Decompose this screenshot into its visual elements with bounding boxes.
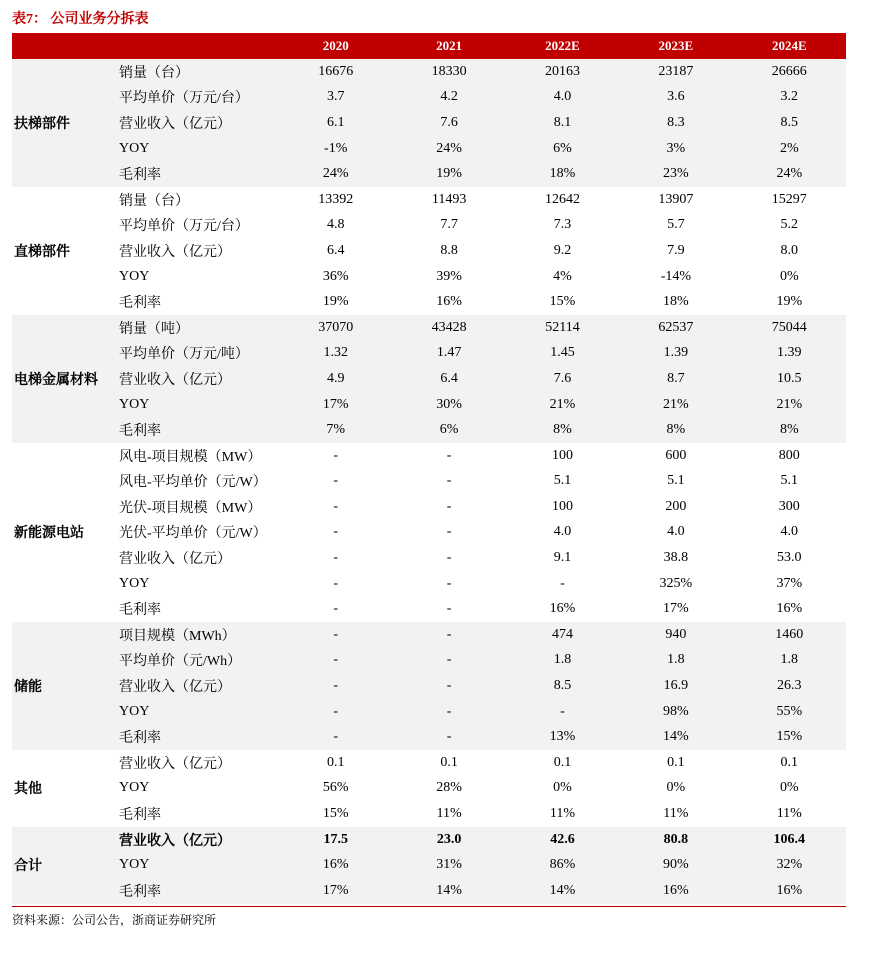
table-row	[12, 213, 846, 239]
value-cell: -	[333, 447, 339, 463]
value-cell: 0.1	[780, 754, 799, 770]
value-cell: 8%	[733, 417, 846, 443]
value-cell: 4.2	[392, 85, 505, 111]
value-cell: 43428	[392, 315, 505, 341]
value-cell: 3.2	[733, 85, 846, 111]
metric-label: 营业收入（亿元）	[119, 552, 231, 568]
table-row	[12, 596, 846, 622]
value-cell: 5.1	[553, 473, 572, 489]
metric-label: 营业收入（亿元）	[115, 827, 279, 853]
group-section	[12, 622, 846, 750]
value-cell: 0%	[779, 268, 799, 284]
header-blank-group	[12, 33, 115, 59]
value-cell: 24%	[279, 161, 392, 187]
metric-label: 毛利率	[119, 296, 161, 312]
table-row	[12, 622, 846, 648]
value-cell: 6%	[392, 417, 505, 443]
value-cell: -	[279, 673, 392, 699]
value-cell: -	[446, 473, 452, 489]
source-note: 资料来源：公司公告，浙商证券研究所	[12, 913, 217, 927]
metric-label: 营业收入（亿元）	[115, 673, 279, 699]
value-cell: -	[333, 498, 339, 514]
value-cell: -	[446, 447, 452, 463]
group-label: 扶梯部件	[12, 59, 115, 187]
value-cell: 6%	[506, 136, 619, 162]
table-row	[12, 776, 846, 802]
value-cell: -	[279, 622, 392, 648]
value-cell: 1.45	[506, 341, 619, 367]
value-cell: 17%	[663, 601, 689, 617]
value-cell: 21%	[619, 392, 732, 418]
business-breakdown-table	[12, 33, 846, 904]
value-cell: -	[446, 601, 452, 617]
value-cell: 20163	[506, 59, 619, 85]
table-row	[12, 469, 846, 495]
value-cell: 1.8	[733, 648, 846, 674]
value-cell: 5.1	[667, 473, 685, 489]
value-cell: 16%	[619, 878, 732, 904]
value-cell: -14%	[660, 268, 692, 284]
value-cell: 6.4	[326, 242, 345, 258]
value-cell: 42.6	[506, 827, 619, 853]
value-cell: 1.8	[619, 648, 732, 674]
value-cell: 13392	[318, 191, 354, 207]
group-label: 直梯部件	[14, 244, 70, 260]
value-cell: 6.4	[392, 366, 505, 392]
metric-label: YOY	[119, 268, 150, 284]
value-cell: 37%	[776, 575, 803, 591]
table-row	[12, 827, 846, 853]
metric-label: YOY	[115, 699, 279, 725]
table-row	[12, 545, 846, 571]
value-cell: 11%	[776, 806, 802, 822]
value-cell: -	[560, 575, 565, 591]
value-cell: 17%	[279, 878, 392, 904]
table-row	[12, 289, 846, 315]
metric-label: 平均单价（元/Wh）	[115, 648, 279, 674]
table-row	[12, 673, 846, 699]
value-cell: 17%	[279, 392, 392, 418]
value-cell: 26666	[733, 59, 846, 85]
value-cell: 100	[551, 498, 573, 514]
value-cell: 19%	[776, 294, 803, 310]
value-cell: 18%	[663, 294, 689, 310]
metric-label: YOY	[115, 392, 279, 418]
value-cell: -	[446, 550, 452, 566]
table-row	[12, 110, 846, 136]
value-cell: 5.1	[780, 473, 799, 489]
value-cell: 15%	[733, 724, 846, 750]
value-cell: -	[506, 699, 619, 725]
value-cell: 30%	[392, 392, 505, 418]
group-section	[12, 443, 846, 622]
header-row	[12, 33, 846, 59]
metric-label: 风电-平均单价（元/W）	[119, 475, 267, 491]
value-cell: 12642	[544, 191, 580, 207]
value-cell: 24%	[392, 136, 505, 162]
value-cell: 5.7	[667, 217, 685, 233]
value-cell: 6.1	[279, 110, 392, 136]
value-cell: 18%	[506, 161, 619, 187]
value-cell: -1%	[279, 136, 392, 162]
header-year-2023e: 2023E	[619, 33, 732, 59]
value-cell: 11%	[663, 806, 689, 822]
value-cell: -	[333, 575, 339, 591]
value-cell: 0.1	[667, 754, 685, 770]
value-cell: 23.0	[392, 827, 505, 853]
value-cell: 2%	[733, 136, 846, 162]
value-cell: 8%	[619, 417, 732, 443]
value-cell: 14%	[619, 724, 732, 750]
table-row	[12, 724, 846, 750]
metric-label: 项目规模（MWh）	[115, 622, 279, 648]
table-row	[12, 238, 846, 264]
table-row	[12, 443, 846, 469]
header-year-2022e: 2022E	[506, 33, 619, 59]
value-cell: 0%	[553, 780, 572, 796]
group-section	[12, 827, 846, 904]
table-row	[12, 341, 846, 367]
table-row	[12, 750, 846, 776]
value-cell: 15%	[549, 294, 576, 310]
value-cell: 55%	[733, 699, 846, 725]
metric-label: 毛利率	[115, 878, 279, 904]
table-row	[12, 85, 846, 111]
group-label: 新能源电站	[14, 526, 84, 542]
value-cell: -	[333, 524, 339, 540]
value-cell: 8.5	[506, 673, 619, 699]
value-cell: -	[392, 673, 505, 699]
value-cell: 325%	[659, 575, 693, 591]
value-cell: 7.6	[506, 366, 619, 392]
table-row	[12, 315, 846, 341]
table-title: 表7： 公司业务分拆表	[12, 12, 149, 27]
value-cell: 7.6	[392, 110, 505, 136]
table-row	[12, 571, 846, 597]
value-cell: 37070	[279, 315, 392, 341]
value-cell: 4.9	[279, 366, 392, 392]
value-cell: -	[446, 575, 452, 591]
value-cell: 62537	[619, 315, 732, 341]
value-cell: 3.6	[619, 85, 732, 111]
value-cell: 0.1	[553, 754, 572, 770]
value-cell: 36%	[322, 268, 349, 284]
value-cell: 26.3	[733, 673, 846, 699]
value-cell: 18330	[392, 59, 505, 85]
value-cell: 31%	[392, 852, 505, 878]
metric-label: 光伏-项目规模（MW）	[119, 500, 262, 516]
group-section	[12, 750, 846, 827]
metric-label: 毛利率	[119, 603, 161, 619]
header-year-2021: 2021	[392, 33, 505, 59]
table-row	[12, 161, 846, 187]
value-cell: -	[392, 622, 505, 648]
value-cell: 17.5	[279, 827, 392, 853]
value-cell: 98%	[619, 699, 732, 725]
header-year-2024e: 2024E	[733, 33, 846, 59]
value-cell: 39%	[436, 268, 462, 284]
header-year-2020: 2020	[279, 33, 392, 59]
value-cell: 13%	[506, 724, 619, 750]
value-cell: 90%	[619, 852, 732, 878]
table-row	[12, 520, 846, 546]
table-row	[12, 366, 846, 392]
metric-label: 销量（台）	[115, 59, 279, 85]
value-cell: 16676	[279, 59, 392, 85]
bottom-rule	[12, 906, 846, 907]
value-cell: 10.5	[733, 366, 846, 392]
table-header	[12, 33, 846, 59]
value-cell: 5.2	[780, 217, 799, 233]
value-cell: -	[279, 648, 392, 674]
value-cell: 15%	[322, 806, 349, 822]
metric-label: YOY	[115, 136, 279, 162]
table-row	[12, 59, 846, 85]
value-cell: -	[392, 648, 505, 674]
metric-label: 平均单价（万元/台）	[119, 219, 249, 235]
value-cell: 800	[778, 447, 800, 463]
metric-label: 光伏-平均单价（元/W）	[119, 526, 267, 542]
value-cell: 38.8	[663, 550, 689, 566]
group-section	[12, 187, 846, 315]
value-cell: -	[333, 550, 339, 566]
metric-label: YOY	[119, 575, 150, 591]
value-cell: 19%	[322, 294, 349, 310]
table-row	[12, 852, 846, 878]
table-row	[12, 801, 846, 827]
value-cell: 300	[778, 498, 800, 514]
metric-label: 风电-项目规模（MW）	[119, 449, 262, 465]
value-cell: 1.32	[279, 341, 392, 367]
value-cell: 4.0	[667, 524, 685, 540]
value-cell: 0%	[666, 780, 686, 796]
value-cell: -	[279, 699, 392, 725]
metric-label: 毛利率	[119, 808, 161, 824]
value-cell: 1.39	[733, 341, 846, 367]
value-cell: 8.0	[780, 242, 799, 258]
value-cell: 28%	[436, 780, 462, 796]
metric-label: 营业收入（亿元）	[119, 756, 231, 772]
value-cell: 0.1	[326, 754, 345, 770]
value-cell: 4.8	[326, 217, 345, 233]
table-row	[12, 264, 846, 290]
value-cell: -	[392, 724, 505, 750]
table-row	[12, 136, 846, 162]
metric-label: 营业收入（亿元）	[119, 244, 231, 260]
value-cell: 75044	[733, 315, 846, 341]
value-cell: 32%	[733, 852, 846, 878]
value-cell: 8.5	[733, 110, 846, 136]
value-cell: 3.7	[279, 85, 392, 111]
value-cell: 7.3	[553, 217, 572, 233]
value-cell: 11%	[436, 806, 462, 822]
value-cell: 53.0	[777, 550, 802, 566]
value-cell: -	[392, 699, 505, 725]
value-cell: 3%	[619, 136, 732, 162]
value-cell: 4.0	[506, 85, 619, 111]
metric-label: 毛利率	[115, 724, 279, 750]
value-cell: 16%	[436, 294, 462, 310]
value-cell: 4.0	[780, 524, 799, 540]
group-section	[12, 59, 846, 187]
value-cell: 8%	[506, 417, 619, 443]
value-cell: 0%	[779, 780, 799, 796]
value-cell: -	[446, 498, 452, 514]
value-cell: 4%	[553, 268, 572, 284]
metric-label: 毛利率	[115, 417, 279, 443]
value-cell: 21%	[506, 392, 619, 418]
metric-label: YOY	[119, 780, 150, 796]
value-cell: 106.4	[733, 827, 846, 853]
header-blank-metric	[115, 33, 279, 59]
table-row	[12, 187, 846, 213]
value-cell: 940	[619, 622, 732, 648]
value-cell: 200	[665, 498, 687, 514]
value-cell: 8.3	[619, 110, 732, 136]
value-cell: 1460	[733, 622, 846, 648]
table-row	[12, 392, 846, 418]
metric-label: 毛利率	[115, 161, 279, 187]
value-cell: 14%	[506, 878, 619, 904]
value-cell: -	[333, 473, 339, 489]
value-cell: 0.1	[440, 754, 458, 770]
value-cell: 52114	[506, 315, 619, 341]
value-cell: 16.9	[619, 673, 732, 699]
group-label: 电梯金属材料	[12, 315, 115, 443]
value-cell: 474	[506, 622, 619, 648]
metric-label: 营业收入（亿元）	[115, 366, 279, 392]
value-cell: 1.47	[392, 341, 505, 367]
group-label: 储能	[12, 622, 115, 750]
value-cell: 8.1	[506, 110, 619, 136]
value-cell: 7%	[279, 417, 392, 443]
value-cell: 16%	[733, 878, 846, 904]
value-cell: 7.9	[667, 242, 685, 258]
value-cell: 1.39	[619, 341, 732, 367]
group-label: 其他	[14, 782, 42, 798]
value-cell: -	[279, 724, 392, 750]
value-cell: 4.0	[553, 524, 572, 540]
value-cell: 13907	[658, 191, 694, 207]
table-row	[12, 878, 846, 904]
value-cell: 8.7	[619, 366, 732, 392]
value-cell: 600	[665, 447, 687, 463]
metric-label: 平均单价（万元/台）	[115, 85, 279, 111]
group-label: 合计	[12, 827, 115, 904]
value-cell: 15297	[771, 191, 807, 207]
value-cell: 21%	[733, 392, 846, 418]
value-cell: 23187	[619, 59, 732, 85]
value-cell: 56%	[322, 780, 349, 796]
value-cell: 14%	[392, 878, 505, 904]
value-cell: 9.2	[553, 242, 572, 258]
value-cell: 86%	[506, 852, 619, 878]
metric-label: YOY	[115, 852, 279, 878]
value-cell: 16%	[549, 601, 576, 617]
table-row	[12, 699, 846, 725]
value-cell: 16%	[279, 852, 392, 878]
value-cell: 19%	[392, 161, 505, 187]
metric-label: 销量（台）	[119, 193, 189, 209]
group-section	[12, 315, 846, 443]
value-cell: 16%	[776, 601, 803, 617]
value-cell: 8.8	[440, 242, 458, 258]
metric-label: 营业收入（亿元）	[115, 110, 279, 136]
value-cell: 1.8	[506, 648, 619, 674]
metric-label: 平均单价（万元/吨）	[115, 341, 279, 367]
table-row	[12, 417, 846, 443]
value-cell: 11493	[431, 191, 467, 207]
value-cell: 24%	[733, 161, 846, 187]
value-cell: 80.8	[619, 827, 732, 853]
value-cell: 7.7	[440, 217, 458, 233]
value-cell: -	[446, 524, 452, 540]
value-cell: 100	[551, 447, 573, 463]
metric-label: 销量（吨）	[115, 315, 279, 341]
value-cell: -	[333, 601, 339, 617]
value-cell: 23%	[619, 161, 732, 187]
value-cell: 9.1	[553, 550, 572, 566]
value-cell: 11%	[549, 806, 576, 822]
table-row	[12, 648, 846, 674]
table-row	[12, 494, 846, 520]
